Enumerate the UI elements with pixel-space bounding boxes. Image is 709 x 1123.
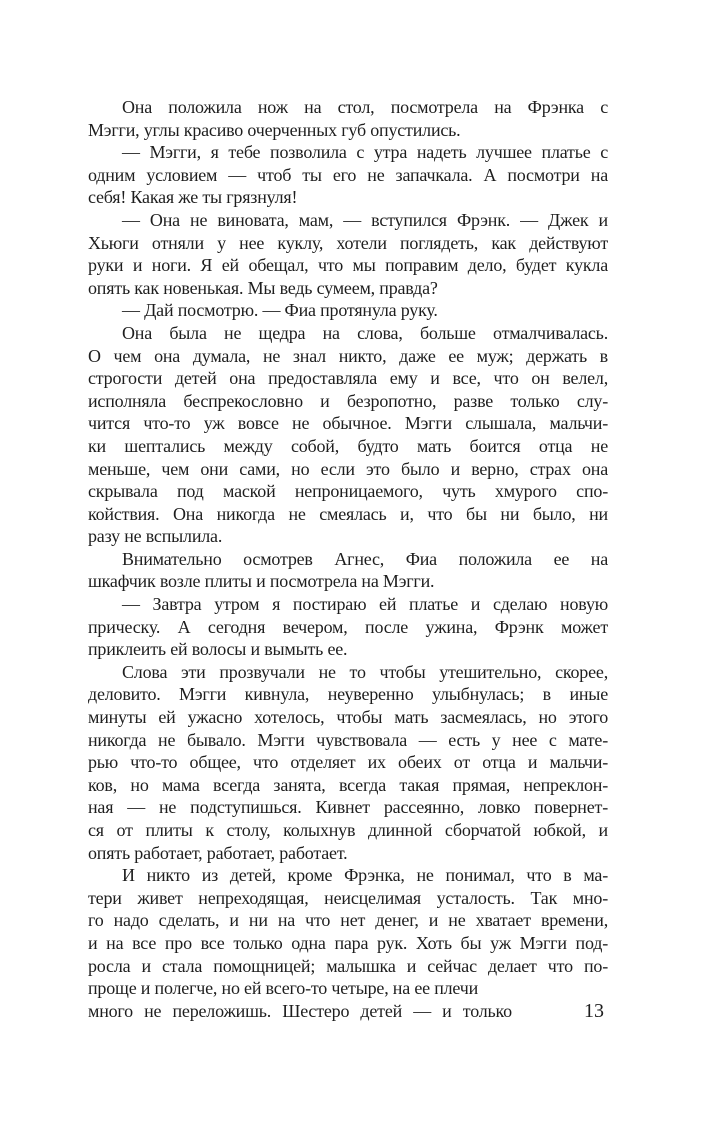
text-line: — Завтра утром я постираю ей платье и сделаю новую [122, 594, 608, 615]
text-line: койствия. Она никогда не смеялась и, что бы ни было, ни [88, 503, 608, 524]
paragraph [88, 593, 608, 661]
paragraph [88, 299, 608, 322]
text-line: ся от плиты к столу, колыхнув длинной сборчатой юбкой, и [88, 820, 608, 840]
text-line: Хьюги отняли у нее куклу, хотели поглядеть, как действуют [88, 232, 608, 253]
text-line: опять работает, работает, работает. [88, 842, 348, 863]
text-line: себя! Какая же ты грязнуля! [88, 187, 298, 208]
paragraph [88, 209, 608, 299]
text-line: ная — не подступишься. Кивнет рассеянно, ловко повернет- [88, 797, 608, 818]
text-line: росла и стала помощницей; малышка и сейчас делает что по- [88, 955, 608, 976]
text-line: приклеить ей волосы и вымыть ее. [88, 639, 348, 660]
text-line: прическу. А сегодня вечером, после ужина, Фрэнк может [88, 616, 608, 637]
text-line: разу не вспылила. [88, 526, 223, 547]
text-line: проще и полегче, но ей всего-то четыре, на ее плечи [88, 978, 479, 999]
paragraph [88, 322, 608, 548]
text-line: руки и ноги. Я ей обещал, что мы поправим дело, будет кукла [88, 255, 608, 276]
paragraph [88, 864, 608, 1022]
text-line: рью что-то общее, что отделяет их обеих от отца и мальчи- [88, 752, 608, 773]
text-line: Внимательно осмотрев Агнес, Фиа положила ее на [122, 548, 608, 569]
text-line: строгости детей она предоставляла ему и все, что он велел, [88, 368, 608, 389]
text-line: тери живет непреходящая, неисцелимая усталость. Так мно- [88, 887, 608, 908]
text-line: опять как новенькая. Мы ведь сумеем, правда? [88, 277, 438, 298]
text-line: го надо сделать, и ни на что нет денег, и не хватает времени, [88, 910, 608, 931]
paragraph [88, 548, 608, 593]
text-line: ки шептались между собой, будто мать боится отца не [88, 435, 608, 456]
text-line: ков, но мама всегда занята, всегда такая прямая, непреклон- [88, 774, 608, 795]
text-line: меньше, чем они сами, но если это было и верно, страх она [88, 458, 608, 479]
text-line-text: много не переложишь. Шестеро детей — и только [88, 1000, 512, 1021]
text-line: никогда не бывало. Мэгги чувствовала — есть у нее с мате- [88, 729, 608, 750]
text-line: И никто из детей, кроме Фрэнка, не понимал, что в ма- [122, 865, 608, 886]
text-line: Слова эти прозвучали не то чтобы утешительно, скорее, [122, 661, 608, 682]
text-line: О чем она думала, не знал никто, даже ее муж; держать в [88, 345, 608, 366]
text-line: — Она не виновата, мам, — вступился Фрэнк. — Джек и [122, 209, 608, 230]
text-line: — Дай посмотрю. — Фиа протянула руку. [122, 300, 438, 321]
paragraph [88, 141, 608, 209]
text-line: Она была не щедра на слова, больше отмалчивалась. [122, 322, 608, 343]
text-line: чится что-то уж вовсе не обычное. Мэгги слышала, мальчи- [88, 413, 608, 434]
text-line: Мэгги, углы красиво очерченных губ опустились. [88, 119, 461, 140]
text-line: минуты ей ужасно хотелось, чтобы мать засмеялась, но этого [88, 707, 608, 728]
page-number: 13 [584, 999, 604, 1022]
text-line [88, 1000, 608, 1023]
text-line: — Мэгги, я тебе позволила с утра надеть лучшее платье с [122, 142, 608, 163]
text-line: и на все про все только одна пара рук. Хоть бы уж Мэгги под- [88, 932, 608, 953]
text-line: одним условием — чтоб ты его не запачкала. А посмотри на [88, 164, 608, 185]
text-line: исполняла беспрекословно и безропотно, разве только слу- [88, 390, 608, 411]
paragraph [88, 96, 608, 141]
text-line: скрывала под маской непроницаемого, чуть хмурого спо- [88, 481, 608, 502]
text-line: Она положила нож на стол, посмотрела на Фрэнка с [122, 97, 608, 117]
text-block [88, 96, 608, 1022]
text-line: деловито. Мэгги кивнула, неуверенно улыбнулась; в иные [88, 684, 608, 705]
text-line: шкафчик возле плиты и посмотрела на Мэгги. [88, 571, 435, 592]
paragraph [88, 661, 608, 864]
